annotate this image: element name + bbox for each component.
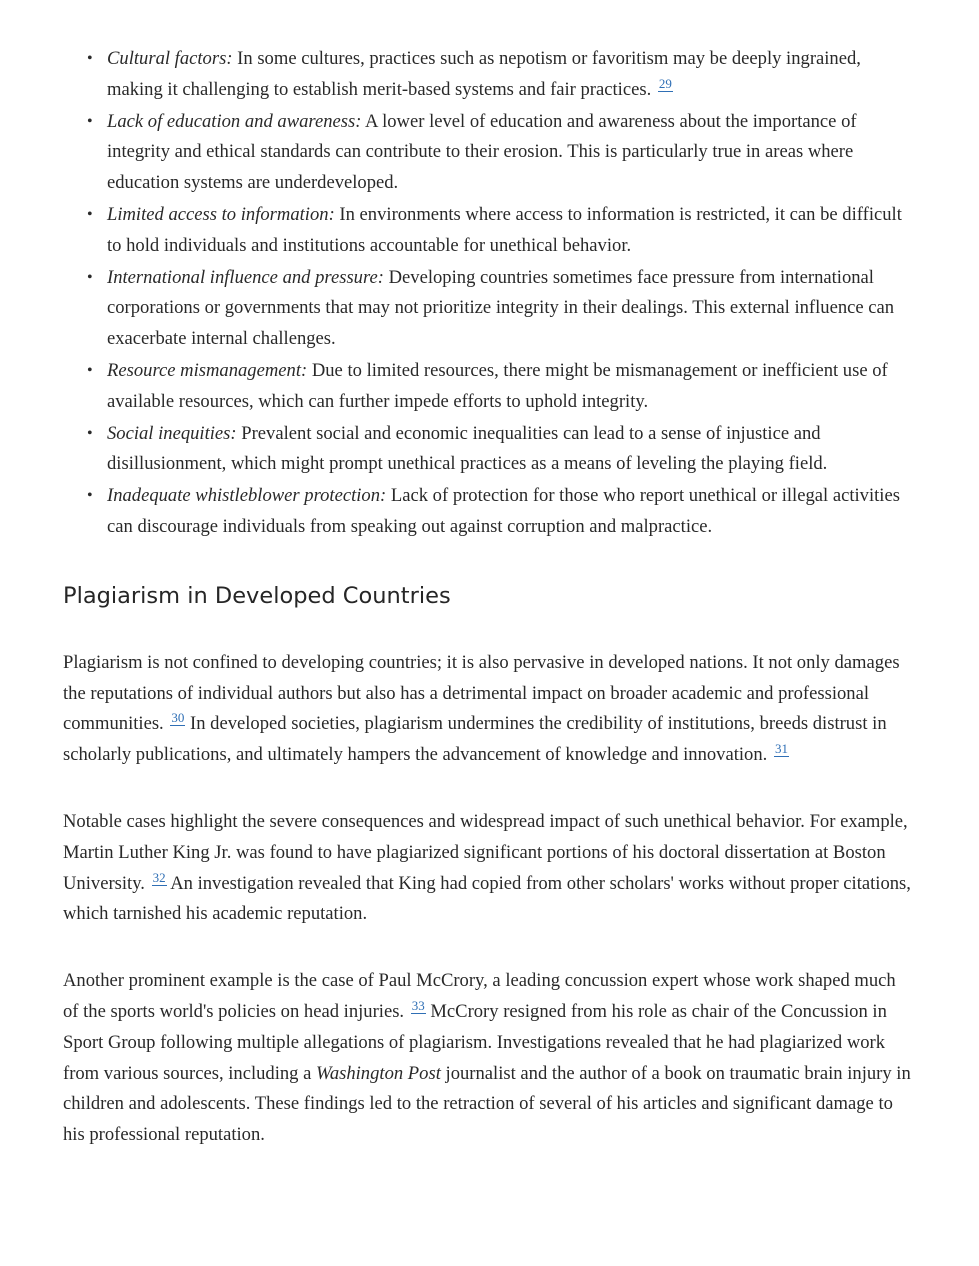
list-item-text: In environments where access to information is restricted, it can be difficult to hold individuals and institutions accountable for unethical behavior. bbox=[107, 203, 902, 256]
footnote-link[interactable]: 31 bbox=[774, 741, 788, 757]
bullet-icon: • bbox=[87, 112, 93, 130]
footnote-link[interactable]: 33 bbox=[411, 997, 425, 1013]
factors-list bbox=[63, 44, 913, 543]
bullet-icon: • bbox=[87, 487, 93, 505]
paragraph-text: In developed societies, plagiarism undermines the credibility of institutions, breeds distrust in scholarly publications, and ultimately hampers the advancement of knowledge and innovation. bbox=[63, 713, 887, 766]
paragraph-text: journalist and the author of a book on traumatic brain injury in children and adolescents. These findings led to the retraction of several of his articles and significant damage to his professional reputation. bbox=[63, 1062, 911, 1146]
footnote-link[interactable]: 30 bbox=[171, 710, 185, 726]
list-item bbox=[87, 356, 913, 418]
list-item-text: Due to limited resources, there might be mismanagement or inefficient use of available resources, which can further impede efforts to uphold integrity. bbox=[107, 359, 888, 412]
list-item-term: Cultural factors: bbox=[107, 48, 233, 69]
bullet-icon: • bbox=[87, 268, 93, 286]
list-item bbox=[87, 44, 913, 106]
list-item bbox=[87, 107, 913, 199]
paragraph-text: Notable cases highlight the severe consequences and widespread impact of such unethical behavior. For example, Martin Luther King Jr. was found to have plagiarized significant portions of his doctoral dissertation at Boston University. bbox=[63, 810, 908, 894]
list-item bbox=[87, 263, 913, 355]
list-item-text: A lower level of education and awareness about the importance of integrity and ethical standards can contribute to their erosion. This is particularly true in areas where education systems are underdeveloped. bbox=[107, 110, 857, 194]
publication-name: Washington Post bbox=[316, 1062, 441, 1084]
list-item-text: In some cultures, practices such as nepotism or favoritism may be deeply ingrained, making it challenging to establish merit-based systems and fair practices. bbox=[107, 48, 861, 100]
footnote-link[interactable]: 29 bbox=[658, 75, 672, 91]
list-item-term: Social inequities: bbox=[107, 422, 237, 444]
bullet-icon: • bbox=[87, 424, 93, 442]
footnote-link[interactable]: 32 bbox=[152, 869, 166, 885]
bullet-icon: • bbox=[87, 205, 93, 223]
bullet-icon: • bbox=[87, 361, 93, 379]
list-item-term: International influence and pressure: bbox=[107, 266, 384, 288]
list-item-term: Resource mismanagement: bbox=[107, 359, 308, 381]
list-item bbox=[87, 419, 913, 481]
paragraph-text: McCrory resigned from his role as chair of the Concussion in Sport Group following multiple allegations of plagiarism. Investigations revealed that he had plagiarized work from various sources, including a bbox=[63, 1000, 887, 1084]
list-item-text: Lack of protection for those who report unethical or illegal activities can discourage individuals from speaking out against corruption and malpractice. bbox=[107, 485, 900, 537]
list-item bbox=[87, 481, 913, 543]
paragraph-text: Another prominent example is the case of Paul McCrory, a leading concussion expert whose work shaped much of the sports world's policies on head injuries. bbox=[63, 970, 896, 1022]
list-item bbox=[87, 200, 913, 262]
bullet-icon: • bbox=[87, 50, 93, 67]
paragraph-mccrory-case bbox=[63, 966, 913, 1151]
list-item-text: Prevalent social and economic inequalities can lead to a sense of injustice and disillusionment, which might prompt unethical practices as a means of leveling the playing field. bbox=[107, 422, 828, 475]
paragraph-plagiarism-overview bbox=[63, 648, 913, 771]
list-item-term: Lack of education and awareness: bbox=[107, 110, 362, 132]
list-item-term: Inadequate whistleblower protection: bbox=[107, 485, 387, 507]
list-item-term: Limited access to information: bbox=[107, 203, 335, 225]
paragraph-text: An investigation revealed that King had copied from other scholars' works without proper citations, which tarnished his academic reputation. bbox=[63, 872, 911, 925]
paragraph-text: Plagiarism is not confined to developing countries; it is also pervasive in developed nations. It not only damages the reputations of individual authors but also has a detrimental impact on broader academic and professional communities. bbox=[63, 651, 900, 735]
section-heading: Plagiarism in Developed Countries bbox=[63, 582, 451, 609]
list-item-text: Developing countries sometimes face pressure from international corporations or governments that may not prioritize integrity in their dealings. This external influence can exacerbate internal challenges. bbox=[107, 266, 895, 350]
paragraph-mlk-case bbox=[63, 807, 913, 930]
